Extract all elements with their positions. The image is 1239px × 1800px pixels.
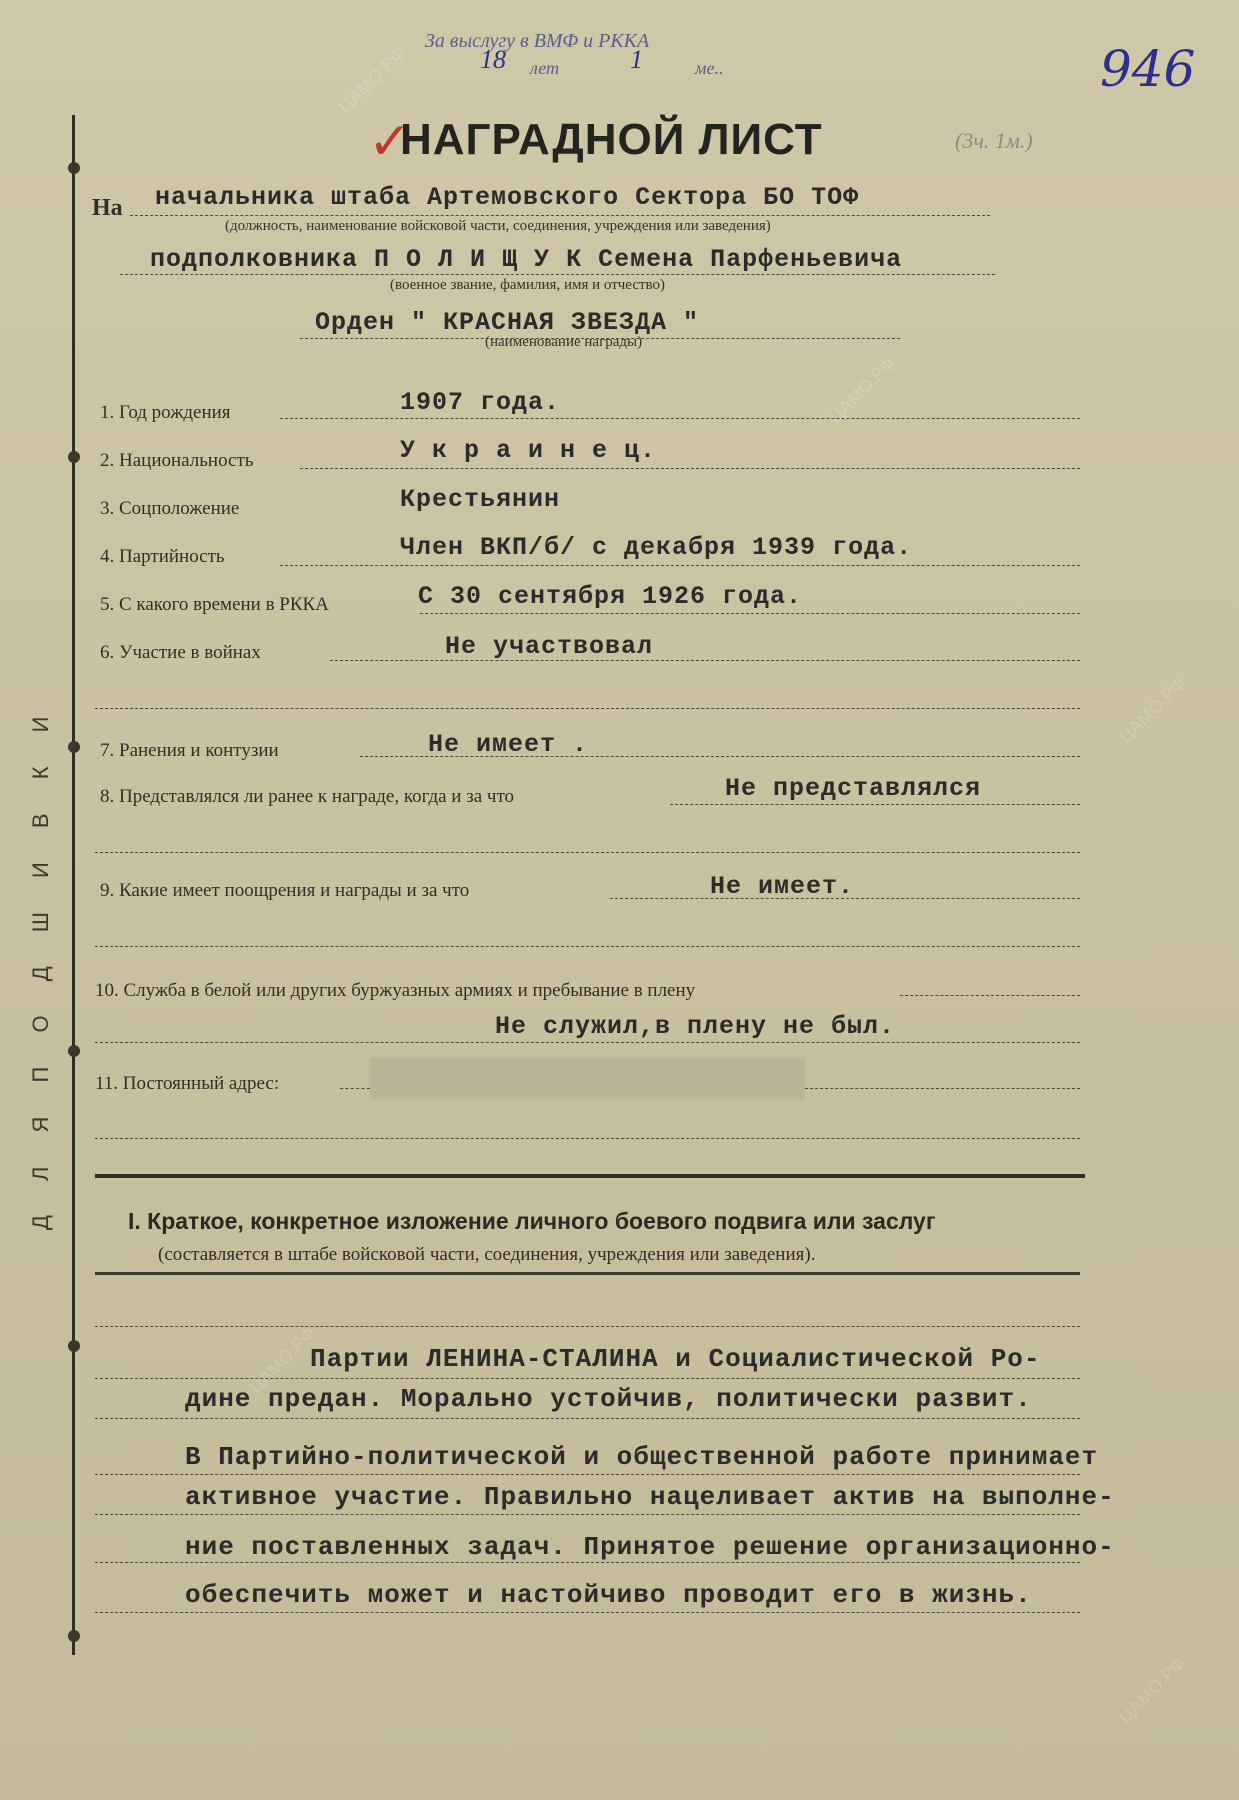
field-line bbox=[280, 418, 1080, 419]
watermark: ЦАМО.РФ bbox=[244, 1323, 320, 1398]
body-line bbox=[95, 1378, 1080, 1379]
binding-margin-line bbox=[72, 115, 75, 1655]
na-label: На bbox=[92, 195, 123, 221]
field-line bbox=[670, 804, 1080, 805]
section-underline bbox=[95, 1272, 1080, 1275]
section-caption: (составляется в штабе войсковой части, соединения, учреждения или заведения). bbox=[158, 1244, 816, 1265]
stamp-years: 18 bbox=[480, 45, 506, 74]
field-label: 9. Какие имеет поощрения и награды и за что bbox=[100, 880, 470, 901]
position-caption: (должность, наименование войсковой части, соединения, учреждения или заведения) bbox=[225, 218, 771, 234]
body-line bbox=[95, 1562, 1080, 1563]
body-line-2: дине предан. Морально устойчив, политически развит. bbox=[185, 1384, 1032, 1414]
field-label: 10. Служба в белой или других буржуазных армиях и пребывание в плену bbox=[95, 980, 696, 1001]
service-stamp: За выслугу в ВМФ и РККА bbox=[425, 30, 650, 52]
field-label: 8. Представлялся ли ранее к награде, когда и за что bbox=[100, 786, 515, 807]
field-line bbox=[95, 1042, 1080, 1043]
field-label: 2. Национальность bbox=[100, 450, 254, 471]
corner-note: (3ч. 1м.) bbox=[955, 128, 1033, 153]
watermark: ЦАМО.РФ bbox=[824, 353, 900, 428]
field-line bbox=[95, 1138, 1080, 1139]
red-check-mark: ✓ bbox=[368, 112, 412, 172]
stamp-me: ме.. bbox=[695, 58, 724, 78]
redacted-address bbox=[370, 1058, 805, 1100]
honors-value: Не имеет. bbox=[710, 872, 855, 901]
field-label: 5. С какого времени в РККА bbox=[100, 594, 329, 615]
field-line bbox=[330, 660, 1080, 661]
margin-label: Д Л Я П О Д Ш И В К И bbox=[28, 702, 53, 1230]
war-participation-value: Не участвовал bbox=[445, 632, 654, 661]
award-caption: (наименование награды) bbox=[485, 334, 643, 350]
page-title: НАГРАДНОЙ ЛИСТ bbox=[400, 115, 823, 164]
award-value: Орден " КРАСНАЯ ЗВЕЗДА " bbox=[315, 308, 700, 337]
field-label: 11. Постоянный адрес: bbox=[95, 1073, 280, 1094]
birth-year-value: 1907 года. bbox=[400, 388, 561, 417]
binding-hole bbox=[68, 741, 80, 753]
field-label: 4. Партийность bbox=[100, 546, 225, 567]
body-line bbox=[95, 1612, 1080, 1613]
watermark: ЦАМО.РФ bbox=[1114, 1653, 1190, 1728]
archive-number: 946 bbox=[1100, 40, 1196, 98]
body-line bbox=[95, 1474, 1080, 1475]
wounds-value: Не имеет . bbox=[428, 730, 589, 759]
field-label: 6. Участие в войнах bbox=[100, 642, 261, 663]
body-line-1: Партии ЛЕНИНА-СТАЛИНА и Социалистической Ро- bbox=[310, 1344, 1041, 1374]
field-label: 7. Ранения и контузии bbox=[100, 740, 279, 761]
watermark: ЦАМО.РФ bbox=[1114, 673, 1190, 748]
body-line bbox=[95, 1514, 1080, 1515]
body-line bbox=[95, 1326, 1080, 1327]
field-line bbox=[95, 946, 1080, 947]
field-label: 3. Соцположение bbox=[100, 498, 240, 519]
stamp-years-suffix: лет bbox=[530, 58, 560, 78]
binding-hole bbox=[68, 1630, 80, 1642]
social-status-value: Крестьянин bbox=[400, 485, 561, 514]
body-line-3: В Партийно-политической и общественной работе принимает bbox=[185, 1442, 1099, 1472]
party-value: Член ВКП/б/ с декабря 1939 года. bbox=[400, 533, 913, 562]
section-heading: I. Краткое, конкретное изложение личного боевого подвига или заслуг bbox=[128, 1208, 936, 1234]
name-caption: (военное звание, фамилия, имя и отчество) bbox=[390, 277, 666, 293]
field-line bbox=[280, 565, 1080, 566]
white-army-value: Не служил,в плену не был. bbox=[495, 1012, 896, 1041]
field-line bbox=[610, 898, 1080, 899]
field-line bbox=[360, 756, 1080, 757]
rkka-since-value: С 30 сентября 1926 года. bbox=[418, 582, 803, 611]
field-line bbox=[95, 852, 1080, 853]
binding-hole bbox=[68, 1340, 80, 1352]
field-line bbox=[95, 708, 1080, 709]
name-value: подполковника П О Л И Щ У К Семена Парфеньевича bbox=[150, 245, 903, 274]
binding-hole bbox=[68, 451, 80, 463]
binding-hole bbox=[68, 162, 80, 174]
field-label: 1. Год рождения bbox=[100, 402, 231, 423]
field-line bbox=[420, 613, 1080, 614]
nationality-value: У к р а и н е ц. bbox=[400, 436, 657, 465]
section-separator bbox=[95, 1174, 1085, 1178]
field-line bbox=[300, 468, 1080, 469]
previous-awards-value: Не представлялся bbox=[725, 774, 982, 803]
field-line bbox=[340, 1088, 370, 1089]
field-line bbox=[805, 1088, 1080, 1089]
body-line-6: обеспечить может и настойчиво проводит его в жизнь. bbox=[185, 1580, 1032, 1610]
stamp-one: 1 bbox=[630, 45, 643, 74]
position-line bbox=[130, 215, 990, 216]
body-line-4: активное участие. Правильно нацеливает актив на выполне- bbox=[185, 1482, 1115, 1512]
body-line bbox=[95, 1418, 1080, 1419]
field-line bbox=[900, 995, 1080, 996]
name-line bbox=[120, 274, 995, 275]
body-line-5: ние поставленных задач. Принятое решение организационно- bbox=[185, 1532, 1115, 1562]
watermark: ЦАМО.РФ bbox=[334, 43, 410, 118]
position-value: начальника штаба Артемовского Сектора БО ТОФ bbox=[155, 183, 860, 212]
binding-hole bbox=[68, 1045, 80, 1057]
